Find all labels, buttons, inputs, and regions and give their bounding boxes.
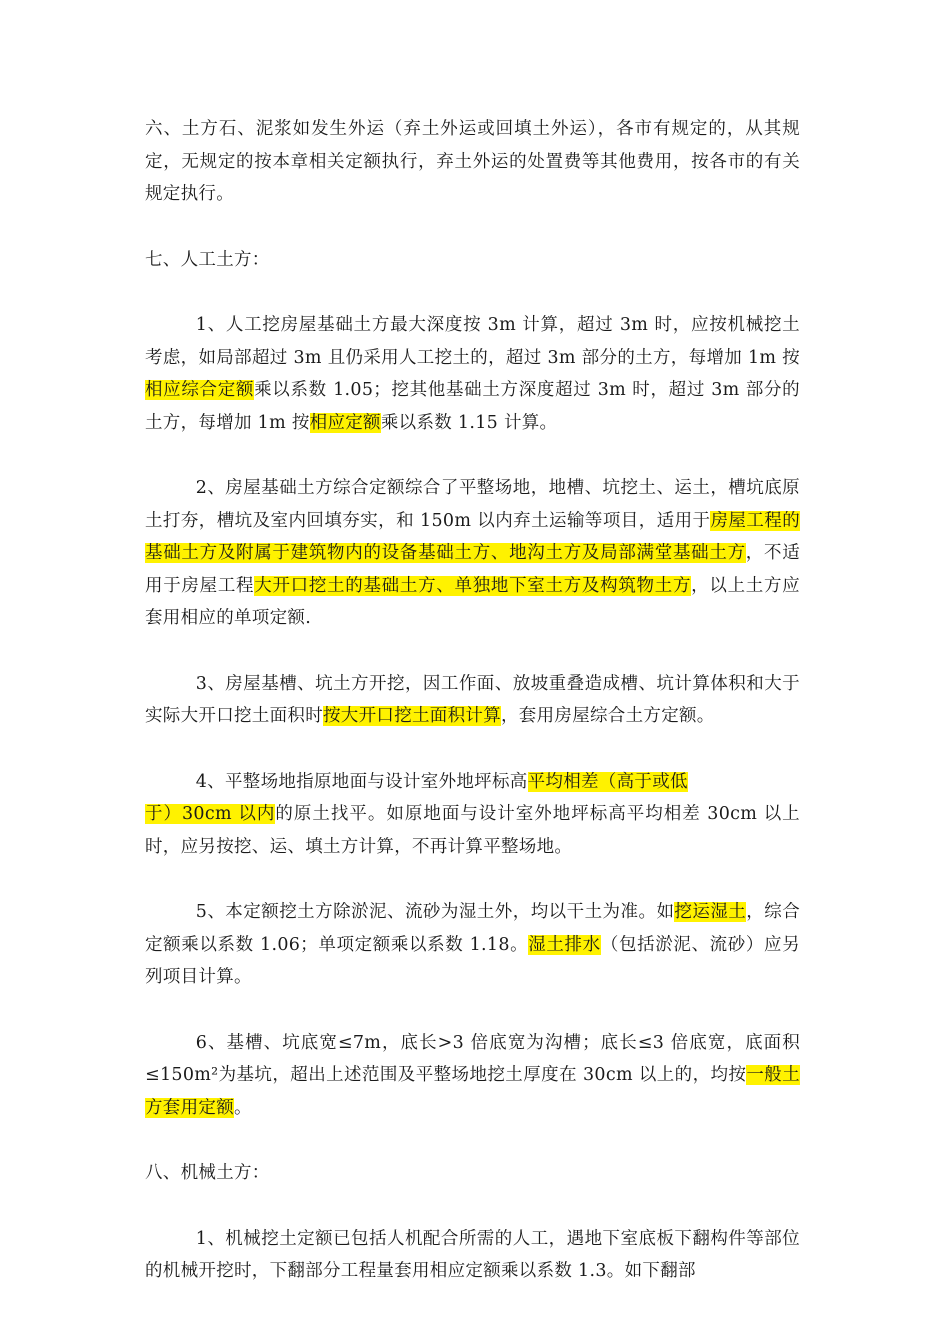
heading-section-8 <box>145 1157 800 1190</box>
p1-highlight-2: 相应定额 <box>309 412 381 433</box>
paragraph-7-1 <box>145 309 800 439</box>
p2-highlight-1: 房屋工程的基础土方及附属于建筑物内的设备基础土方、地沟土方及局部满堂基础土方 <box>145 510 801 563</box>
p4-highlight-1b: 于）30cm 以内 <box>145 804 276 824</box>
p5-text-c: （包括淤泥、流砂）应另列项目计算。 <box>145 934 800 987</box>
p3-text-b: ，套用房屋综合土方定额。 <box>501 706 715 726</box>
p4-highlight-1a: 平均相差（高于或低 <box>527 771 688 792</box>
section-8-title: 八、机械土方： <box>145 1163 270 1183</box>
p1-highlight-1: 相应综合定额 <box>145 380 255 400</box>
p1-text-b: 乘以系数 1.05；挖其他基础土方深度超过 3m 时，超过 3m 部分的土方，每增加 1m 按 <box>145 380 800 433</box>
p5-highlight-1: 挖运湿土 <box>674 902 747 922</box>
p2-text-b: ，不适用于房屋工程 <box>145 543 800 596</box>
section-7-title: 七、人工土方： <box>145 249 270 270</box>
p8-1-text: 1、机械挖土定额已包括人机配合所需的人工，遇地下室底板下翻构件等部位的机械开挖时，下翻部分工程量套用相应定额乘以系数 1.3。如下翻部 <box>145 1228 800 1281</box>
p6-text-a: 6、基槽、坑底宽≤7m，底长>3 倍底宽为沟槽；底长≤3 倍底宽，底面积≤150m²为基坑，超出上述范围及平整场地挖土厚度在 30cm 以上的，均按 <box>145 1032 800 1085</box>
paragraph-7-2 <box>145 472 800 635</box>
paragraph-8-1 <box>145 1223 800 1288</box>
p6-text-b: 。 <box>234 1097 252 1118</box>
p5-highlight-2: 湿土排水 <box>528 934 601 955</box>
paragraph-7-3 <box>145 668 800 733</box>
p4-text-b: 的原土找平。如原地面与设计室外地坪标高平均相差 30cm 以上时，应另按挖、运、填土方计算，不再计算平整场地。 <box>145 804 800 857</box>
p5-text-a: 5、本定额挖土方除淤泥、流砂为湿土外，均以干土为准。如 <box>195 902 675 922</box>
paragraph-7-6 <box>145 1027 800 1125</box>
paragraph-7-4 <box>145 766 800 864</box>
heading-section-7 <box>145 244 800 277</box>
paragraph-section-6 <box>145 113 800 211</box>
section-6-text: 六、土方石、泥浆如发生外运（弃土外运或回填土外运），各市有规定的，从其规定，无规定的按本章相关定额执行，弃土外运的处置费等其他费用，按各市的有关规定执行。 <box>145 119 800 204</box>
p1-text-a: 1、人工挖房屋基础土方最大深度按 3m 计算，超过 3m 时，应按机械挖土考虑，如局部超过 3m 且仍采用人工挖土的，超过 3m 部分的土方，每增加 1m 按 <box>145 315 800 368</box>
p4-text-a: 4、平整场地指原地面与设计室外地坪标高 <box>195 771 528 792</box>
p5-text-b: ，综合定额乘以系数 1.06；单项定额乘以系数 1.18。 <box>145 902 800 955</box>
p3-text-a: 3、房屋基槽、坑土方开挖，因工作面、放坡重叠造成槽、坑计算体积和大于实际大开口挖土面积时 <box>145 673 800 726</box>
p3-highlight-1: 按大开口挖土面积计算 <box>323 706 501 726</box>
paragraph-7-5 <box>145 896 800 994</box>
p6-highlight-1: 一般土方套用定额 <box>145 1065 800 1118</box>
p2-highlight-2: 大开口挖土的基础土方、单独地下室土方及构筑物土方 <box>254 575 692 596</box>
p1-text-c: 乘以系数 1.15 计算。 <box>380 412 558 433</box>
p2-text-a: 2、房屋基础土方综合定额综合了平整场地，地槽、坑挖土、运土，槽坑底原土打夯，槽坑及室内回填夯实，和 150m 以内弃土运输等项目，适用于 <box>145 478 800 531</box>
p2-text-c: ，以上土方应套用相应的单项定额. <box>145 575 800 628</box>
